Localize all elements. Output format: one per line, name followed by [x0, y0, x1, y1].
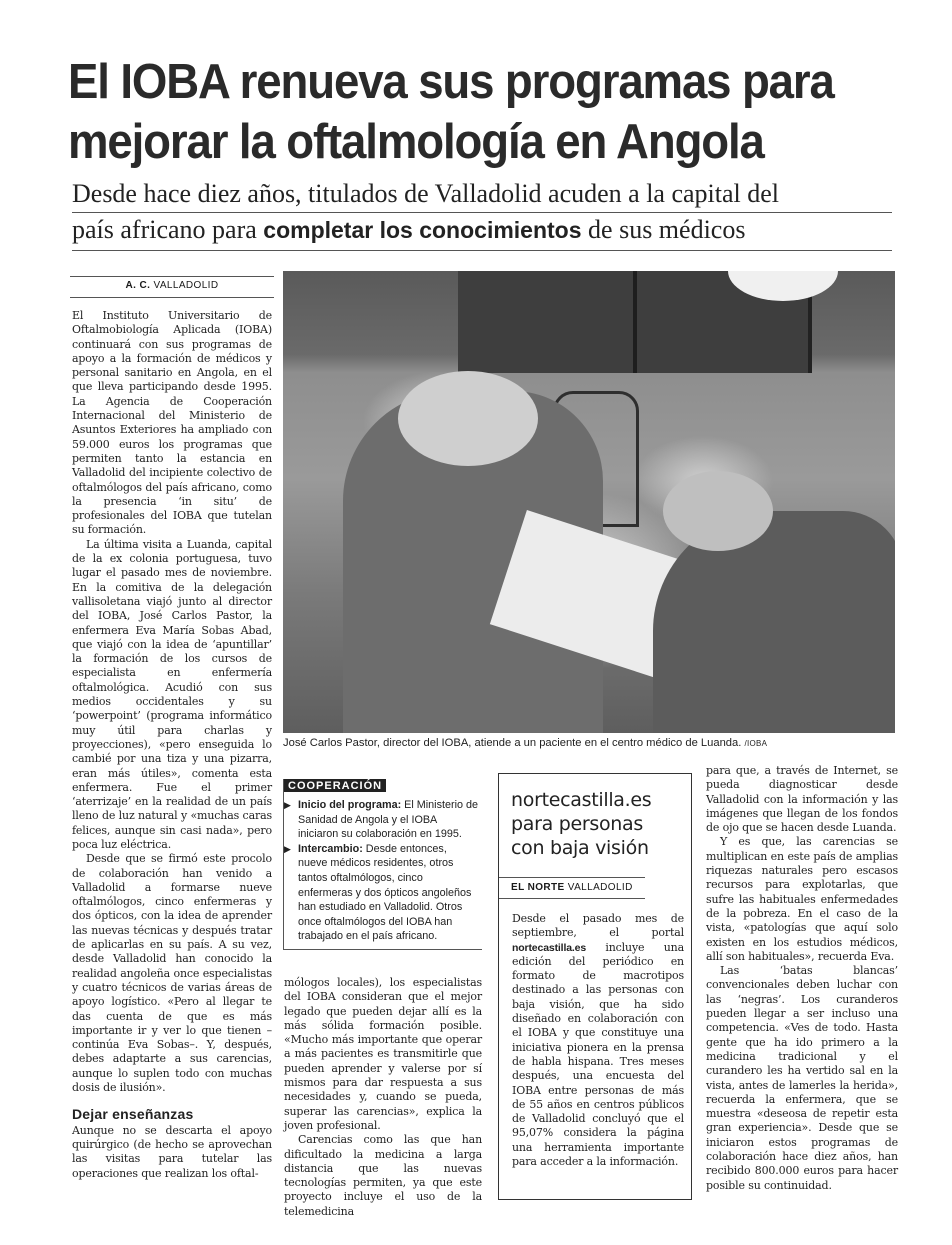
cooperation-tag: COOPERACIÓN	[284, 779, 386, 792]
web-box-byline-source: EL NORTE	[511, 882, 565, 893]
factbox-item	[284, 798, 478, 842]
web-box-title-line: con baja visión	[511, 837, 649, 859]
deck-line-2-prefix: país africano para	[72, 215, 264, 244]
paragraph: Aunque no se descarta el apoyo quirúrgico (de hecho se aprovechan las visitas para tutelar las operaciones que realizan los oftal-	[72, 1123, 272, 1180]
article-column-4	[706, 764, 898, 1193]
deck-bottom-rule	[72, 250, 892, 251]
article-column-1	[72, 309, 272, 1181]
byline-bottom-rule	[70, 297, 274, 298]
cooperation-body	[284, 798, 478, 944]
deck-line-1: Desde hace diez años, titulados de Valladolid acuden a la capital del	[72, 179, 780, 208]
factbox-item-text: Desde entonces, nueve médicos residentes, otros tantos oftalmólogos, cinco enfermeras y dos ópticos angoleños han estudiado en Valladolid. Otros once oftalmólogos del IOBA han trabajado en el país africano.	[298, 842, 472, 943]
factbox-item-label: Inicio del programa:	[298, 799, 402, 811]
web-box-site-name: nortecastilla.es	[512, 941, 587, 954]
paragraph: mólogos locales), los especialistas del IOBA consideran que el mejor legado que pueden dejar allí es la más sólida formación posible. «Mucho más importante que operar a más pacientes es transmitirle que pueden aprender y valerse por sí mismos para dar respuesta a sus necesidades y, cuando se pueda, superar las carencias», explica la joven profesional.	[284, 976, 482, 1132]
paragraph: El Instituto Universitario de Oftalmobiología Aplicada (IOBA) continuará con sus programas de apoyo a la formación de médicos y personal sanitario en Angola, en el que lleva participando desde 1995. La Agencia de Cooperación Internacional del Ministerio de Asuntos Exteriores ha ampliado con 59.000 euros los programas que permiten tanto la estancia en Valladolid del incipiente colectivo de oftalmólogos del país africano, como la presencia ‘in situ’ de profesionales del IOBA que tutelan su formación.	[72, 309, 272, 537]
subheading: Dejar enseñanzas	[72, 1106, 194, 1123]
cooperation-factbox	[283, 779, 482, 950]
factbox-item-label: Intercambio:	[298, 842, 363, 855]
headline	[68, 52, 840, 172]
byline-location: VALLADOLID	[153, 280, 219, 291]
web-box-text	[512, 912, 684, 1169]
photo-caption	[283, 737, 903, 749]
article-column-2	[284, 976, 482, 1219]
byline	[70, 280, 274, 291]
deck-line-2-suffix: de sus médicos	[581, 215, 746, 244]
paragraph: Carencias como las que han dificultado la medicina a larga distancia que las nuevas tecnologías permiten, ya que este proyecto incluye el uso de la telemedicina	[284, 1133, 482, 1218]
factbox-item-text: El Ministerio de Sanidad de Angola y el IOBA iniciaron su colaboración en 1995.	[298, 799, 478, 841]
photo-surgical-cap-right	[663, 471, 773, 551]
paragraph: Y es que, las carencias se multiplican en este país de amplias riquezas naturales pero escasos recursos para explotarlas, que sufre las habituales enfermedades de la pobreza. En el caso de la vista, «patologías que aquí solo existen en los estudios médicos, allí son habituales», recuerda Eva.	[706, 835, 898, 963]
caption-text: José Carlos Pastor, director del IOBA, atiende a un paciente en el centro médico de Luanda.	[283, 737, 742, 749]
web-box-byline	[511, 882, 633, 893]
deck-divider	[72, 212, 892, 213]
headline-line-2: mejorar la oftalmología en Angola	[68, 115, 764, 169]
web-box-byline-location: VALLADOLID	[567, 882, 633, 893]
web-byline-top-rule	[499, 877, 645, 878]
paragraph: para que, a través de Internet, se pueda diagnosticar desde Valladolid con la información y las imágenes que llegan de los fondos de ojo que se hacen desde Luanda.	[706, 764, 898, 835]
factbox-item	[284, 842, 478, 944]
web-box-title-line: para personas	[511, 813, 643, 835]
paragraph	[512, 912, 684, 1169]
paragraph: Desde que se firmó este procolo de colaboración han venido a Valladolid a formarse nueve oftalmólogos, cinco enfermeras y dos ópticos, con la idea de aprender las nuevas técnicas y después tratar de aplicarlas en su país. A su vez, desde Valladolid han conocido la realidad angoleña once especialistas y cuatro técnicos de varias áreas de apoyo logístico. «Pero al llegar te das cuenta de que es más importante ir y ver lo que tienen –continúa Eva Sobas–. Y, después, debes adaptarte a sus carencias, aunque lo suplen todo con muchas dosis de ilusión».	[72, 852, 272, 1095]
photo-surgical-cap-left	[398, 371, 538, 466]
deck-line-2-bold: completar los conocimientos	[263, 217, 582, 243]
photo-credit: /IOBA	[744, 739, 768, 748]
bullet-arrow-icon: ▶	[284, 843, 291, 854]
web-box-text-prefix: Desde el pasado mes de septiembre, el portal	[512, 912, 684, 940]
headline-line-1: El IOBA renueva sus programas para	[68, 55, 834, 109]
web-box-title-line: nortecastilla.es	[511, 789, 652, 811]
paragraph: Las ‘batas blancas’ convencionales deben luchar con las ‘negras’. Los curanderos pueden llegar a ser incluso una competencia. «Ves de todo. Hasta gente que ha ido primero a la medicina tradicional y el curandero les ha vertido sal en la vista, antes de lamerles la herida», recuerda la enfermera, que se muestra «deseosa de repetir esta gran experiencia». Desde que se iniciaron estos programas de colaboración hace diez años, han recibido 800.000 euros para hacer posible su continuidad.	[706, 964, 898, 1192]
paragraph: La última visita a Luanda, capital de la ex colonia portuguesa, tuvo lugar el pasado mes de noviembre. En la comitiva de la delegación vallisoletana viajó junto al director del IOBA, José Carlos Pastor, la enfermera Eva María Sobas Abad, que viajó con la idea de ‘apuntillar’ la formación de los cursos de especialista en enfermería oftalmológica. Acudió con sus medios occidentales y su ‘powerpoint’ (programa informático muy útil para charlas y proyecciones), «pero enseguida lo cambié por una tiza y una pizarra, eran más útiles», comenta esta enfermera. Fue el primer ‘aterrizaje’ en la realidad de un país lleno de luz natural y «muchas caras felices, aunque sin casi nada», pero poca luz eléctrica.	[72, 537, 272, 851]
byline-top-rule	[70, 276, 274, 277]
deck-line-2	[72, 212, 892, 248]
web-byline-bottom-rule	[499, 898, 645, 899]
web-box-text-suffix: incluye una edición del periódico en formato de macrotipos destinado a las personas con baja visión, que ha sido diseñado en colaboración con el IOBA y que constituye una iniciativa pionera en la prensa de habla hispana. Tres meses después, una encuesta del IOBA entre personas de más de 55 años en centros públicos de Valladolid concluyó que el 95,07% considera la página una herramienta importante para acceder a la información.	[512, 940, 684, 1169]
article-photo	[283, 271, 895, 733]
web-box-title	[511, 788, 686, 860]
bullet-arrow-icon: ▶	[284, 800, 291, 810]
byline-author: A. C.	[125, 280, 151, 291]
